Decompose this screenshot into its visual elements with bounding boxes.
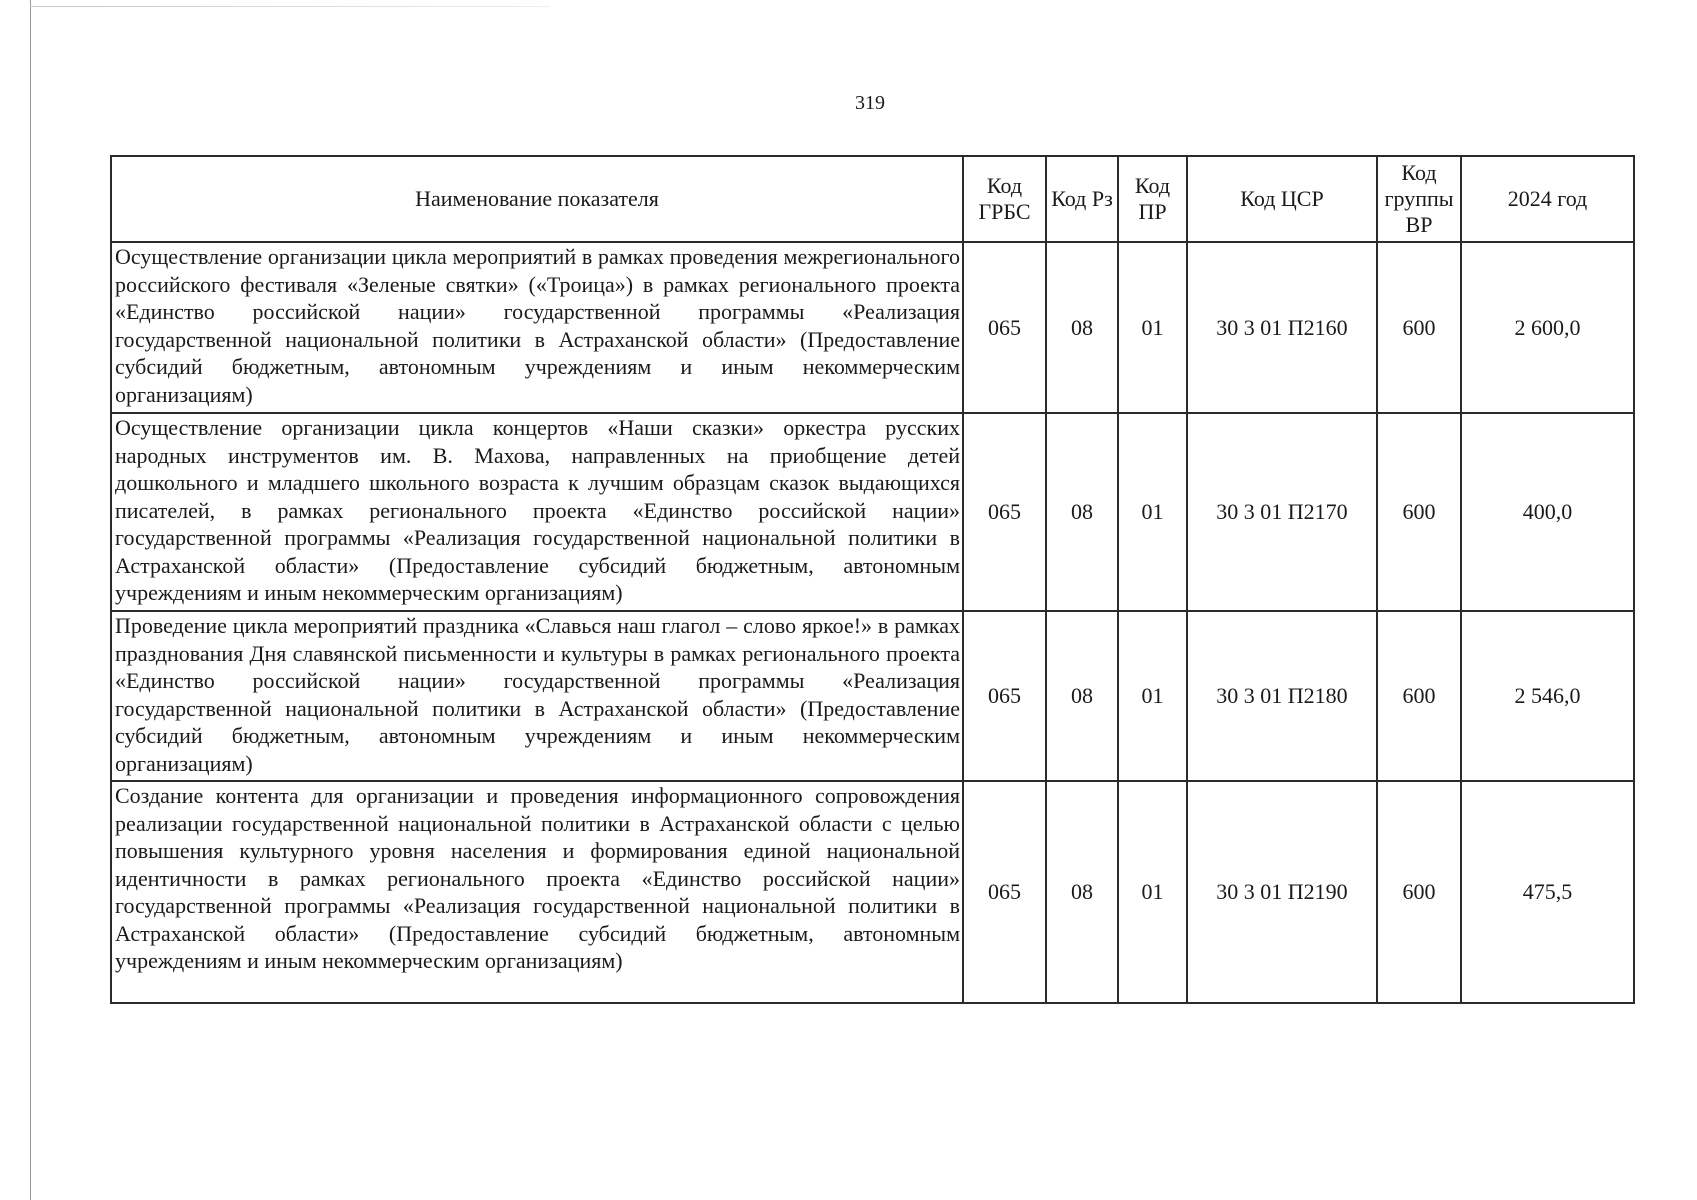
cell-grbs: 065 — [963, 242, 1046, 413]
header-year: 2024 год — [1461, 156, 1634, 242]
cell-rz: 08 — [1046, 413, 1118, 611]
cell-grbs: 065 — [963, 413, 1046, 611]
cell-pr: 01 — [1118, 413, 1187, 611]
cell-grbs: 065 — [963, 611, 1046, 781]
cell-csr: 30 3 01 П2180 — [1187, 611, 1377, 781]
cell-name: Осуществление организации цикла мероприятий в рамках проведения межрегионального российского фестиваля «Зеленые святки» («Троица») в рамках регионального проекта «Единство российской нации» государственной программы «Реализация государственной национальной политики в Астраханской области» (Предоставление субсидий бюджетным, автономным учреждениям и иным некоммерческим организациям) — [111, 242, 963, 413]
cell-vr: 600 — [1377, 242, 1461, 413]
cell-rz: 08 — [1046, 242, 1118, 413]
cell-year: 400,0 — [1461, 413, 1634, 611]
header-rz: Код Рз — [1046, 156, 1118, 242]
cell-name: Проведение цикла мероприятий праздника «Славься наш глагол – слово яркое!» в рамках празднования Дня славянской письменности и культуры в рамках регионального проекта «Единство российской нации» государственной программы «Реализация государственной национальной политики в Астраханской области» (Предоставление субсидий бюджетным, автономным учреждениям и иным некоммерческим организациям) — [111, 611, 963, 781]
cell-pr: 01 — [1118, 611, 1187, 781]
cell-csr: 30 3 01 П2170 — [1187, 413, 1377, 611]
cell-name: Осуществление организации цикла концертов «Наши сказки» оркестра русских народных инструментов им. В. Махова, направленных на приобщение детей дошкольного и младшего школьного возраста к лучшим образцам сказок выдающихся писателей, в рамках регионального проекта «Единство российской нации» государственной программы «Реализация государственной национальной политики в Астраханской области» (Предоставление субсидий бюджетным, автономным учреждениям и иным некоммерческим организациям) — [111, 413, 963, 611]
cell-year: 2 600,0 — [1461, 242, 1634, 413]
header-grbs: Код ГРБС — [963, 156, 1046, 242]
table-row — [111, 611, 1634, 781]
header-csr: Код ЦСР — [1187, 156, 1377, 242]
table-header-row — [111, 156, 1634, 242]
cell-csr: 30 3 01 П2190 — [1187, 781, 1377, 1003]
cell-rz: 08 — [1046, 781, 1118, 1003]
header-pr: Код ПР — [1118, 156, 1187, 242]
cell-rz: 08 — [1046, 611, 1118, 781]
scan-top-line — [30, 6, 550, 7]
cell-vr: 600 — [1377, 611, 1461, 781]
cell-csr: 30 3 01 П2160 — [1187, 242, 1377, 413]
cell-name: Создание контента для организации и проведения информационного сопровождения реализации государственной национальной политики в Астраханской области с целью повышения культурного уровня населения и формирования единой национальной идентичности в рамках регионального проекта «Единство российской нации» государственной программы «Реализация государственной национальной политики в Астраханской области» (Предоставление субсидий бюджетным, автономным учреждениям и иным некоммерческим организациям) — [111, 781, 963, 1003]
header-vr: Код группы ВР — [1377, 156, 1461, 242]
cell-year: 475,5 — [1461, 781, 1634, 1003]
cell-vr: 600 — [1377, 413, 1461, 611]
cell-year: 2 546,0 — [1461, 611, 1634, 781]
header-name: Наименование показателя — [111, 156, 963, 242]
table-row — [111, 781, 1634, 1003]
cell-grbs: 065 — [963, 781, 1046, 1003]
cell-pr: 01 — [1118, 242, 1187, 413]
table-row — [111, 242, 1634, 413]
budget-table — [110, 155, 1635, 1004]
cell-vr: 600 — [1377, 781, 1461, 1003]
page-number: 319 — [855, 92, 885, 114]
scan-edge-line — [30, 0, 31, 1200]
table-row — [111, 413, 1634, 611]
cell-pr: 01 — [1118, 781, 1187, 1003]
